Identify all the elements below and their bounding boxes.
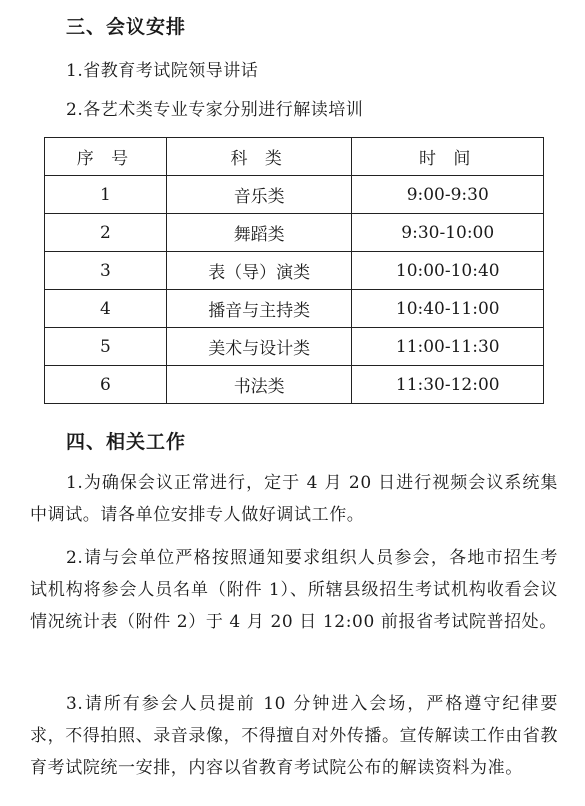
related-work-paragraph-1: 1.为确保会议正常进行，定于 4 月 20 日进行视频会议系统集中调试。请各单位安排专人做好调试工作。 <box>30 473 558 525</box>
cell-serial: 2 <box>45 214 167 252</box>
table-row <box>45 366 544 404</box>
table-row <box>45 214 544 252</box>
header-serial-number: 序 号 <box>45 138 167 176</box>
header-time: 时 间 <box>352 138 544 176</box>
cell-serial: 3 <box>45 252 167 290</box>
table-row <box>45 290 544 328</box>
cell-time: 11:30-12:00 <box>352 366 544 404</box>
related-work-paragraph-2: 2.请与会单位严格按照通知要求组织人员参会，各地市招生考试机构将参会人员名单（附件 1）、所辖县级招生考试机构收看会议情况统计表（附件 2）于 4 月 20 日 12:00 前报省考试院普招处。 <box>30 548 558 632</box>
cell-time: 9:30-10:00 <box>352 214 544 252</box>
related-work-paragraph-3: 3.请所有参会人员提前 10 分钟进入会场，严格遵守纪律要求，不得拍照、录音录像，不得擅自对外传播。宣传解读工作由省教育考试院统一安排，内容以省教育考试院公布的解读资料为准。 <box>30 694 558 778</box>
section-heading-meeting-arrangement: 三、会议安排 <box>66 16 187 38</box>
cell-category: 播音与主持类 <box>166 290 352 328</box>
cell-category: 舞蹈类 <box>166 214 352 252</box>
cell-category: 表（导）演类 <box>166 252 352 290</box>
cell-time: 9:00-9:30 <box>352 176 544 214</box>
cell-serial: 4 <box>45 290 167 328</box>
section-heading-related-work: 四、相关工作 <box>66 431 187 453</box>
schedule-table <box>44 137 544 404</box>
table-row <box>45 328 544 366</box>
cell-serial: 1 <box>45 176 167 214</box>
table-row <box>45 176 544 214</box>
table-row <box>45 252 544 290</box>
cell-time: 10:40-11:00 <box>352 290 544 328</box>
header-category: 科 类 <box>166 138 352 176</box>
cell-category: 音乐类 <box>166 176 352 214</box>
cell-category: 书法类 <box>166 366 352 404</box>
cell-category: 美术与设计类 <box>166 328 352 366</box>
cell-time: 10:00-10:40 <box>352 252 544 290</box>
cell-serial: 6 <box>45 366 167 404</box>
cell-time: 11:00-11:30 <box>352 328 544 366</box>
cell-serial: 5 <box>45 328 167 366</box>
arrangement-item-1: 1.省教育考试院领导讲话 <box>66 61 259 81</box>
table-header-row <box>45 138 544 176</box>
arrangement-item-2: 2.各艺术类专业专家分别进行解读培训 <box>66 100 364 120</box>
